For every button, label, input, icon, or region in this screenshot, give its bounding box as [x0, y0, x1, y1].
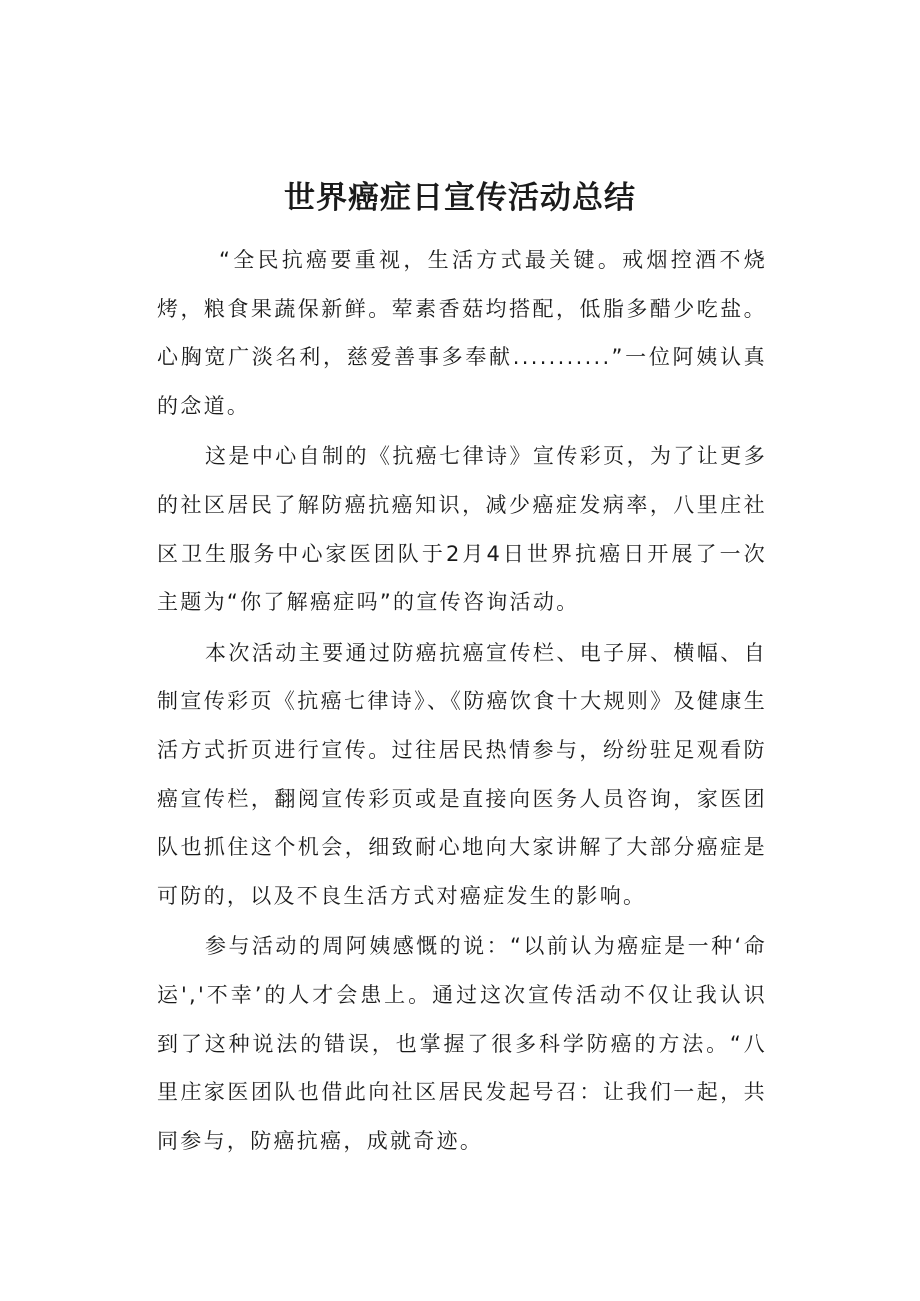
paragraph-activity-intro: 这是中心自制的《抗癌七律诗》宣传彩页，为了让更多的社区居民了解防癌抗癌知识，减少癌症发病率，八里庄社区卫生服务中心家医团队于2月4日世界抗癌日开展了一次主题为“你了解癌症吗”的宣传咨询活动。 [157, 444, 767, 615]
document-body [157, 236, 767, 1167]
paragraph-resident-feedback: 参与活动的周阿姨感慨的说：“以前认为癌症是一种‘命运','不幸’的人才会患上。通过这次宣传活动不仅让我认识到了这种说法的错误，也掌握了很多科学防癌的方法。“八里庄家医团队也借此向社区居民发起号召：让我们一起，共同参与，防癌抗癌，成就奇迹。 [157, 934, 767, 1153]
paragraph-activity-details: 本次活动主要通过防癌抗癌宣传栏、电子屏、横幅、自制宣传彩页《抗癌七律诗》、《防癌饮食十大规则》及健康生活方式折页进行宣传。过往居民热情参与，纷纷驻足观看防癌宣传栏，翻阅宣传彩页或是直接向医务人员咨询，家医团队也抓住这个机会，细致耐心地向大家讲解了大部分癌症是可防的，以及不良生活方式对癌症发生的影响。 [157, 640, 767, 908]
document-title: 世界癌症日宣传活动总结 [284, 180, 636, 216]
paragraph-poem-quote: “全民抗癌要重视，生活方式最关键。戒烟控酒不烧烤，粮食果蔬保新鲜。荤素香菇均搭配，低脂多醋少吃盐。心胸宽广淡名利，慈爱善事多奉献...........”一位阿姨认真的念道。 [157, 248, 767, 418]
